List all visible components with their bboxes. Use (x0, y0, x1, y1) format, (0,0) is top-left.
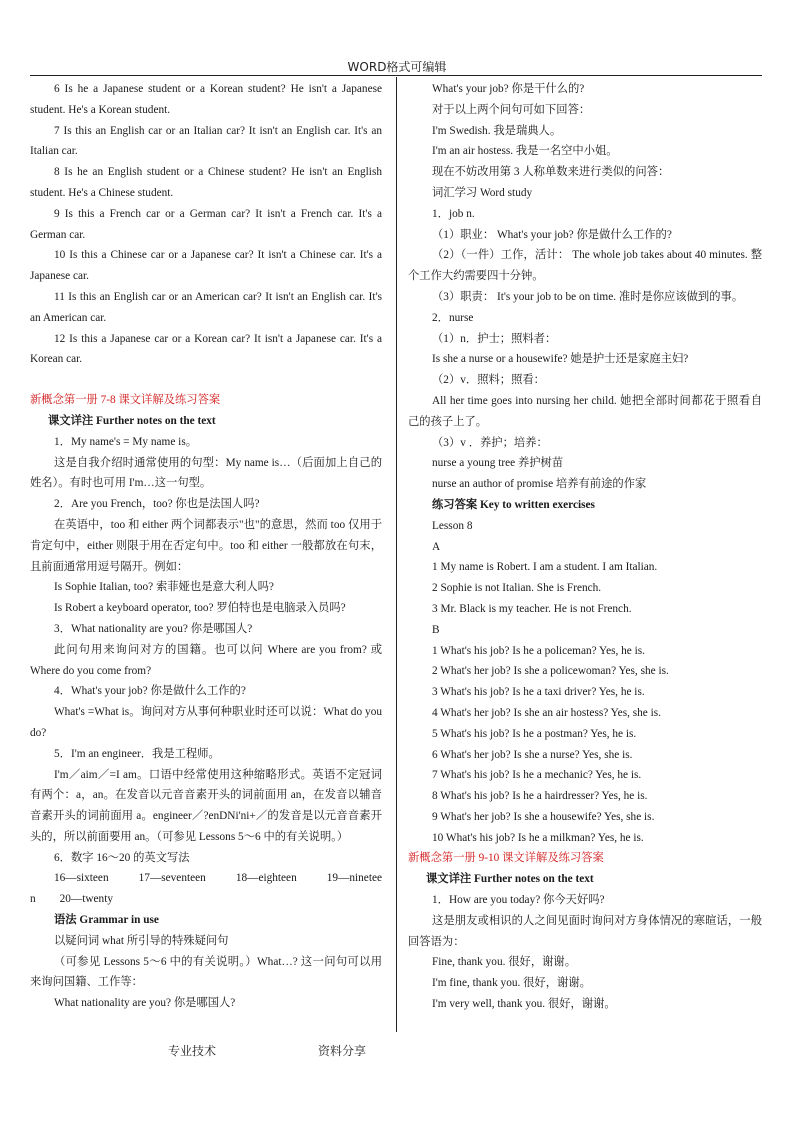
number-19: 19—ninetee (326, 872, 382, 885)
intro-4: I'm an air hostess. 我是一名空中小姐。 (432, 145, 618, 158)
word-nurse-example-2: All her time goes into nursing her child. 她把全部时间都花于照看自己的孩子上了。 (408, 394, 762, 428)
note-4-explain: What's =What is。询问对方从事何种职业时还可以说：What do you do? (30, 706, 382, 739)
word-job-sense-2: （2）（一件）工作，活计： The whole job takes about 40 minutes. 整个工作大约需要四十分钟。 (408, 249, 762, 283)
word-job: 1．job n. (432, 207, 475, 220)
note2-answer-1: Fine, thank you. 很好，谢谢。 (432, 956, 577, 969)
note2-1-explain: 这是朋友或相识的人之间见面时询问对方身体情况的寒暄话，一般回答语为： (408, 914, 762, 948)
right-column (408, 79, 762, 1015)
note2-answer-2: I'm fine, thank you. 很好，谢谢。 (432, 977, 591, 990)
column-divider (396, 77, 397, 1032)
word-nurse-example-1: Is she a nurse or a housewife? 她是护士还是家庭主妇? (432, 353, 689, 366)
grammar-2: （可参见 Lessons 5～6 中的有关说明。）What…? 这一问句可以用来询问国籍、工作等： (30, 955, 382, 989)
note-2-example-2: Is Robert a keyboard operator, too? 罗伯特也是电脑录入员吗? (54, 602, 346, 615)
number-20: 20—twenty (59, 893, 113, 906)
number-19-wrap: n (30, 893, 36, 906)
word-nurse-sense-3: （3）v ．养护；培养： (432, 436, 548, 449)
notes2-heading: 课文详注 Further notes on the text (426, 873, 594, 886)
intro-2: 对于以上两个问句可如下回答： (432, 103, 591, 116)
part-a-label: A (432, 540, 441, 553)
word-job-sense-3: （3）职责： It's your job to be on time. 准时是你应该做到的事。 (432, 290, 744, 303)
exercise-heading: 练习答案 Key to written exercises (432, 498, 595, 511)
numbers-row (30, 868, 382, 889)
note-2-explain: 在英语中，too 和 either 两个词都表示"也"的意思，然而 too 仅用于肯定句中，either 则限于用在否定句中。too 和 either 一般都放在句末，且前面通常用逗号隔开。例如： (30, 518, 382, 573)
word-nurse-sense-1: （1）n．护士；照料者： (432, 332, 557, 345)
note-2: 2．Are you French，too? 你也是法国人吗? (54, 498, 260, 511)
part-a-answer-2: 2 Sophie is not Italian. She is French. (432, 582, 602, 595)
note-3: 3．What nationality are you? 你是哪国人? (54, 622, 253, 635)
note2-answer-3: I'm very well, thank you. 很好，谢谢。 (432, 998, 616, 1011)
word-nurse: 2．nurse (432, 311, 474, 324)
note-1-explain: 这是自我介绍时通常使用的句型：My name is…（后面加上自己的姓名）。有时也可用 I'm…这一句型。 (30, 456, 382, 490)
footer-left: 专业技术 (168, 1044, 217, 1058)
exercise-item-10: 10 Is this a Chinese car or a Japanese car? It isn't a Chinese car. It's a Japanese car. (30, 249, 382, 283)
grammar-3: What nationality are you? 你是哪国人? (54, 997, 236, 1010)
left-column (30, 79, 382, 1014)
word-nurse-sense-2: （2）v．照料；照看： (432, 374, 545, 387)
numbers-row-2 (30, 889, 382, 910)
word-nurse-example-3: nurse a young tree 养护树苗 (432, 457, 564, 470)
note2-1: 1．How are you today? 你今天好吗? (432, 894, 605, 907)
part-b-answer-7: 7 What's his job? Is he a mechanic? Yes, he is. (432, 769, 642, 782)
exercise-item-11: 11 Is this an English car or an American car? It isn't an English car. It's an American car. (30, 290, 382, 324)
note-5-explain: I'm／aim／=I am。口语中经常使用这种缩略形式。英语不定冠词有两个：a，an。在发音以元音音素开头的词前面用 an，在发音以辅音音素开头的词前面用 a。engineer／?enDNi'ni+／的发音是以元音音素开头的，所以前面要用 an。（可参见 Lessons 5～6 中的有关说明。） (30, 768, 382, 843)
part-b-answer-1: 1 What's his job? Is he a policeman? Yes, he is. (432, 644, 645, 657)
page-header: WORD格式可编辑 (347, 60, 447, 74)
header-rule (30, 75, 762, 76)
note-2-example-1: Is Sophie Italian, too? 索菲娅也是意大利人吗? (54, 581, 274, 594)
notes-heading: 课文详注 Further notes on the text (48, 414, 216, 427)
part-b-answer-4: 4 What's her job? Is she an air hostess? Yes, she is. (432, 706, 661, 719)
grammar-1: 以疑问词 what 所引导的特殊疑问句 (54, 934, 229, 947)
number-18: 18—eighteen (235, 872, 297, 885)
note-1: 1．My name's = My name is。 (54, 435, 198, 448)
part-b-answer-3: 3 What's his job? Is he a taxi driver? Yes, he is. (432, 686, 645, 699)
part-b-label: B (432, 623, 440, 636)
part-b-answer-8: 8 What's his job? Is he a hairdresser? Yes, he is. (432, 790, 648, 803)
part-a-answer-3: 3 Mr. Black is my teacher. He is not French. (432, 602, 632, 615)
note-6: 6．数字 16～20 的英文写法 (54, 851, 190, 864)
word-study-heading: 词汇学习 Word study (432, 186, 533, 199)
word-nurse-example-4: nurse an author of promise 培养有前途的作家 (432, 478, 647, 491)
part-b-answer-9: 9 What's her job? Is she a housewife? Yes, she is. (432, 810, 655, 823)
part-a-answer-1: 1 My name is Robert. I am a student. I am Italian. (432, 561, 658, 574)
lesson-8-label: Lesson 8 (432, 519, 473, 532)
exercise-item-9: 9 Is this a French car or a German car? It isn't a French car. It's a German car. (30, 207, 382, 241)
footer-right: 资料分享 (318, 1044, 367, 1058)
note-3-explain: 此问句用来询问对方的国籍。也可以问 Where are you from? 或 Where do you come from? (30, 643, 382, 677)
exercise-item-7: 7 Is this an English car or an Italian car? It isn't an English car. It's an Italian car. (30, 124, 382, 158)
exercise-item-8: 8 Is he an English student or a Chinese student? He isn't an English student. He's a Chinese student. (30, 166, 382, 199)
intro-1: What's your job? 你是干什么的? (432, 83, 585, 95)
part-b-answer-2: 2 What's her job? Is she a policewoman? Yes, she is. (432, 665, 669, 678)
exercise-item-12: 12 Is this a Japanese car or a Korean car? It isn't a Japanese car. It's a Korean car. (30, 332, 382, 366)
number-17: 17—seventeen (138, 872, 206, 885)
section-title-lesson-9-10: 新概念第一册 9-10 课文详解及练习答案 (408, 852, 604, 865)
part-b-answer-5: 5 What's his job? Is he a postman? Yes, he is. (432, 727, 637, 740)
note-4: 4．What's your job? 你是做什么工作的? (54, 685, 246, 698)
grammar-heading: 语法 Grammar in use (54, 914, 159, 927)
number-16: 16—sixteen (54, 872, 109, 885)
intro-3: I'm Swedish. 我是瑞典人。 (432, 124, 562, 137)
part-b-answer-6: 6 What's her job? Is she a nurse? Yes, she is. (432, 748, 633, 761)
section-title-lesson-7-8: 新概念第一册 7-8 课文详解及练习答案 (30, 394, 221, 407)
intro-5: 现在不妨改用第 3 人称单数来进行类似的问答： (432, 166, 670, 179)
word-job-sense-1: （1）职业： What's your job? 你是做什么工作的? (432, 228, 672, 241)
note-5: 5．I'm an engineer．我是工程师。 (54, 747, 220, 760)
part-b-answer-10: 10 What's his job? Is he a milkman? Yes, he is. (432, 831, 644, 844)
exercise-item-6: 6 Is he a Japanese student or a Korean student? He isn't a Japanese student. He's a Korean student. (30, 83, 382, 116)
